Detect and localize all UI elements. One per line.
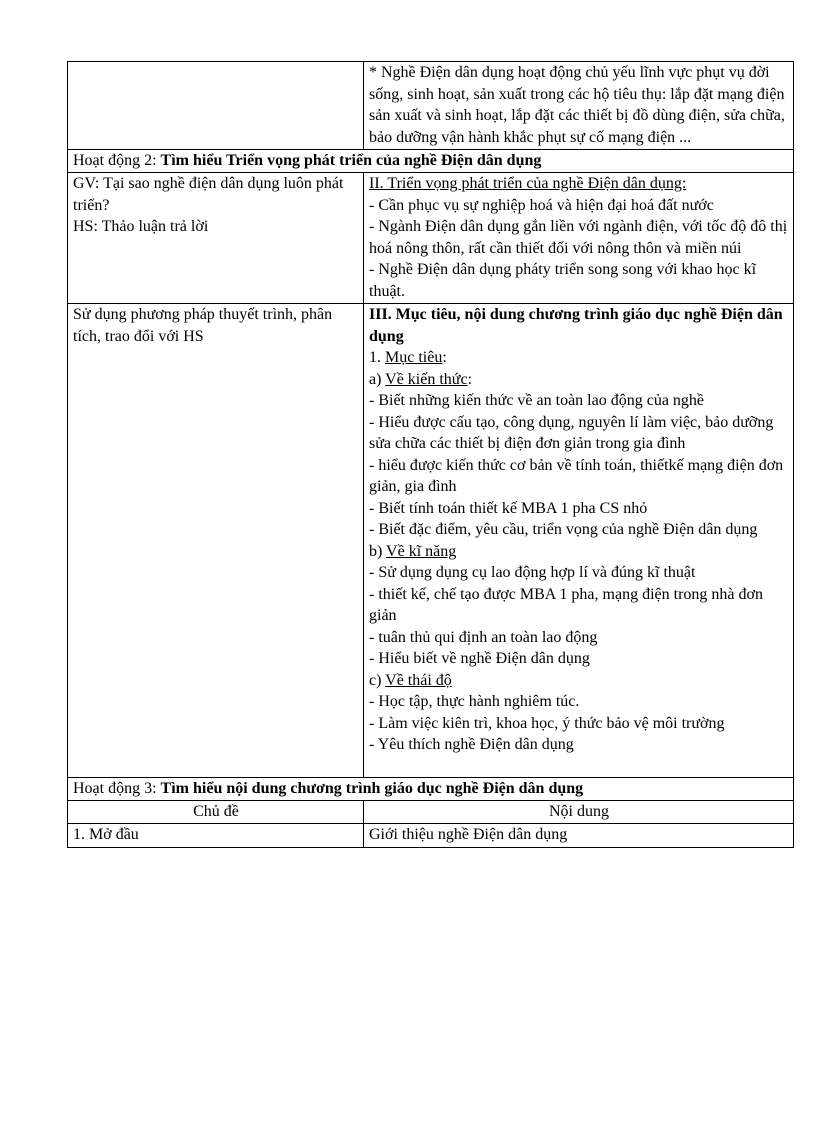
activity3-cell: [68, 777, 794, 800]
activity3-row: [68, 777, 794, 800]
table-row: [68, 62, 794, 150]
activity2-title: Tìm hiểu Triển vọng phát triển của nghề Điện dân dụng: [160, 152, 542, 169]
activity2-row: [68, 150, 794, 173]
list-item: - tuân thủ qui định an toàn lao động: [369, 628, 598, 646]
skills-heading: b) Về kĩ năng: [369, 542, 457, 560]
list-item: - Ngành Điện dân dụng gắn liền với ngành điện, với tốc độ đô thị hoá nông thôn, rất cần thiết đối với nông thôn và miền núi: [369, 218, 788, 257]
list-item: - Biết đặc điểm, yêu cầu, triển vọng của nghề Điện dân dụng: [369, 521, 758, 538]
column-header-topic: Chủ đề: [68, 800, 364, 824]
row1-right-cell: [364, 62, 794, 150]
list-item: - hiểu được kiến thức cơ bản về tính toán, thiếtkế mạng điện đơn giản, gia đình: [369, 456, 784, 495]
attitude-heading: c) Về thái độ: [369, 671, 452, 689]
list-item: - Học tập, thực hành nghiêm túc.: [369, 693, 580, 710]
section-ii-heading: II. Triển vọng phát triển của nghề Điện dân dụng:: [369, 175, 687, 192]
row2-right-cell: [364, 173, 794, 304]
activity2-cell: [68, 150, 794, 173]
list-item: - Làm việc kiên trì, khoa học, ý thức bảo vệ môi trường: [369, 714, 725, 732]
table-row: [68, 304, 794, 778]
spacer: [369, 756, 789, 776]
list-item: - Biết những kiến thức về an toàn lao động của nghề: [369, 392, 705, 409]
section-iii-heading: III. Mục tiêu, nội dung chương trình giáo dục nghề Điện dân dụng: [369, 306, 783, 345]
lesson-plan-table: [67, 61, 794, 848]
activity3-prefix: Hoạt động 3:: [73, 779, 161, 797]
row1-text: * Nghề Điện dân dụng hoạt động chủ yếu lĩnh vực phụt vụ đời sống, sinh hoạt, sản xuất trong các hộ tiêu thụ: lắp đặt mạng điện sản xuất và sinh hoạt, lắp đặt các thiết bị đồ dùng điện, sửa chữa, bảo dưỡng vận hành khắc phụt sự cố mạng điện ...: [369, 64, 785, 146]
list-item: - Yêu thích nghề Điện dân dụng: [369, 736, 574, 753]
content-cell: Giới thiệu nghề Điện dân dụng: [364, 824, 794, 848]
list-item: - Nghề Điện dân dụng pháty triển song song với khao học kĩ thuật.: [369, 261, 757, 300]
list-item: - Hiểu được cấu tạo, công dụng, nguyên lí làm việc, bảo dưỡng sửa chữa các thiết bị điện đơn giản trong gia đình: [369, 413, 774, 452]
student-answer: HS: Thảo luận trả lời: [73, 218, 209, 235]
activity2-prefix: Hoạt động 2:: [73, 152, 161, 169]
row1-left-cell: [68, 62, 364, 150]
method-text: Sử dụng phương pháp thuyết trình, phân tích, trao đổi với HS: [73, 306, 333, 345]
column-header-row: [68, 800, 794, 824]
list-item: - thiết kế, chế tạo được MBA 1 pha, mạng điện trong nhà đơn giản: [369, 585, 763, 624]
row2-left-cell: [68, 173, 364, 304]
list-item: - Cần phục vụ sự nghiệp hoá và hiện đại hoá đất nước: [369, 196, 714, 214]
knowledge-heading: a) Về kiến thức:: [369, 370, 473, 388]
activity3-title: Tìm hiểu nội dung chương trình giáo dục nghề Điện dân dụng: [160, 779, 584, 797]
row3-right-cell: [364, 304, 794, 778]
list-item: - Biết tính toán thiết kế MBA 1 pha CS nhỏ: [369, 499, 648, 517]
column-header-content: Nội dung: [364, 800, 794, 824]
row3-left-cell: [68, 304, 364, 778]
list-item: - Sử dụng dụng cụ lao động hợp lí và đúng kĩ thuật: [369, 564, 696, 581]
table-row: [68, 824, 794, 848]
subsection-objectives: 1. Mục tiêu:: [369, 349, 447, 366]
topic-cell: 1. Mở đầu: [68, 824, 364, 848]
list-item: - Hiểu biết về nghề Điện dân dụng: [369, 650, 590, 667]
teacher-question: GV: Tại sao nghề điện dân dụng luôn phát triển?: [73, 175, 344, 214]
table-row: [68, 173, 794, 304]
